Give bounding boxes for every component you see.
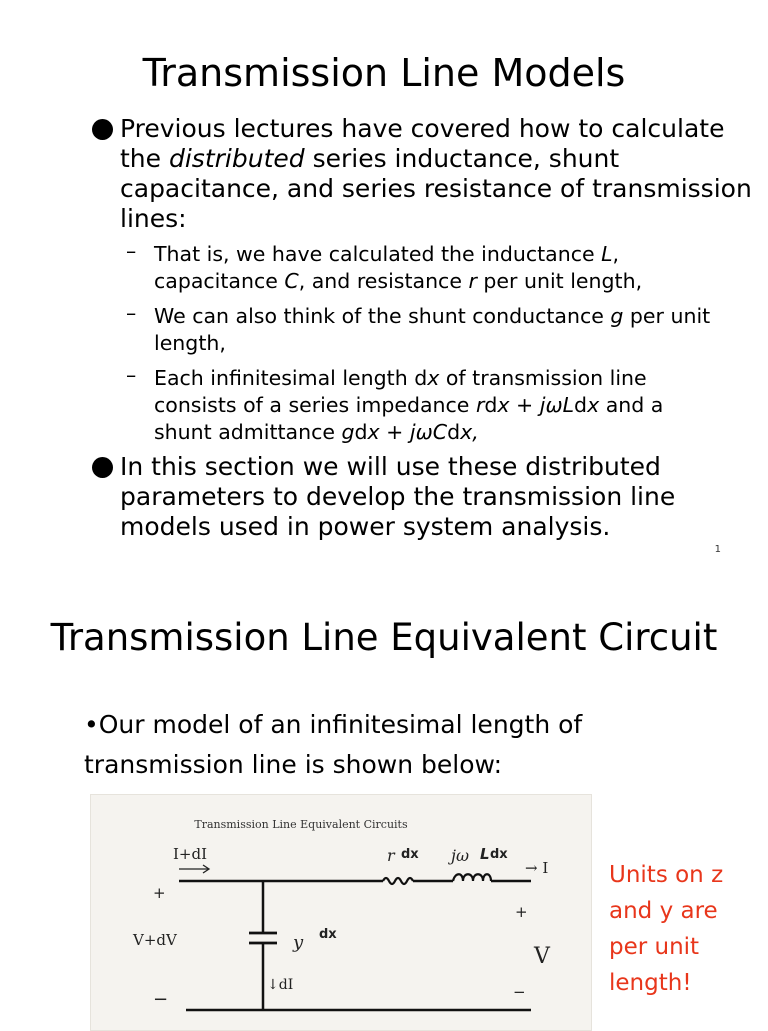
bullet-previous-lectures	[92, 114, 752, 234]
bullet-text: In this section we will use these distributed parameters to develop the transmission line models used in power system analysis.	[120, 452, 676, 541]
jw-label: jω	[451, 846, 470, 865]
sub-bullet-inductance	[126, 241, 726, 295]
slide-equivalent-circuit	[0, 575, 768, 1024]
input-current-label: I+dI	[173, 845, 208, 863]
resistance-label: r	[387, 846, 395, 865]
bullet-this-section	[92, 452, 752, 542]
plus-left-label: +	[153, 884, 166, 902]
bullet-dot-icon	[92, 119, 113, 140]
minus-right-label: −	[513, 983, 526, 1001]
sub-bullet-text: Each infinitesimal length dx of transmission line consists of a series impedance rdx + jωLdx and a shunt admittance gdx + jωCdx,	[154, 366, 664, 444]
circuit-diagram	[90, 794, 592, 1031]
slide-title: Transmission Line Equivalent Circuit	[50, 616, 718, 659]
sub-bullet-infinitesimal-length	[126, 365, 726, 446]
admittance-dx-label: dx	[319, 927, 337, 942]
plus-right-label: +	[515, 903, 528, 921]
page-number: 1	[714, 544, 721, 555]
dash-icon: –	[126, 363, 137, 387]
dash-icon: –	[126, 301, 137, 325]
sub-bullet-text: That is, we have calculated the inductance L, capacitance C, and resistance r per unit length,	[154, 242, 643, 293]
shunt-current-label: ↓dI	[267, 977, 294, 993]
units-note: Units on z and y are per unit length!	[609, 862, 724, 996]
bullet-dot-icon	[92, 457, 113, 478]
sub-bullet-text: We can also think of the shunt conductance g per unit length,	[154, 304, 711, 355]
output-current-label: → I	[525, 859, 549, 877]
admittance-label: y	[293, 932, 304, 953]
intro-text: •Our model of an infinitesimal length of transmission line is shown below:	[84, 710, 583, 779]
input-current-arrow-icon	[179, 865, 209, 873]
circuit-heading: Transmission Line Equivalent Circuits	[194, 818, 408, 831]
voltage-right-label: V	[534, 944, 550, 969]
voltage-left-label: V+dV	[133, 931, 177, 949]
circuit-svg	[91, 795, 591, 1030]
resistor-icon	[383, 878, 413, 884]
resistance-dx-label: dx	[401, 847, 419, 862]
bullet-text: Previous lectures have covered how to calculate the distributed series inductance, shunt capacitance, and series resistance of transmission lines:	[120, 114, 752, 233]
dash-icon: –	[126, 239, 137, 263]
sub-bullet-conductance	[126, 303, 726, 357]
inductor-icon	[453, 874, 491, 881]
slide-title: Transmission Line Models	[142, 51, 626, 95]
minus-left-label: −	[153, 989, 169, 1010]
inductance-dx-label: dx	[490, 847, 508, 862]
inductance-label: L	[480, 845, 490, 863]
